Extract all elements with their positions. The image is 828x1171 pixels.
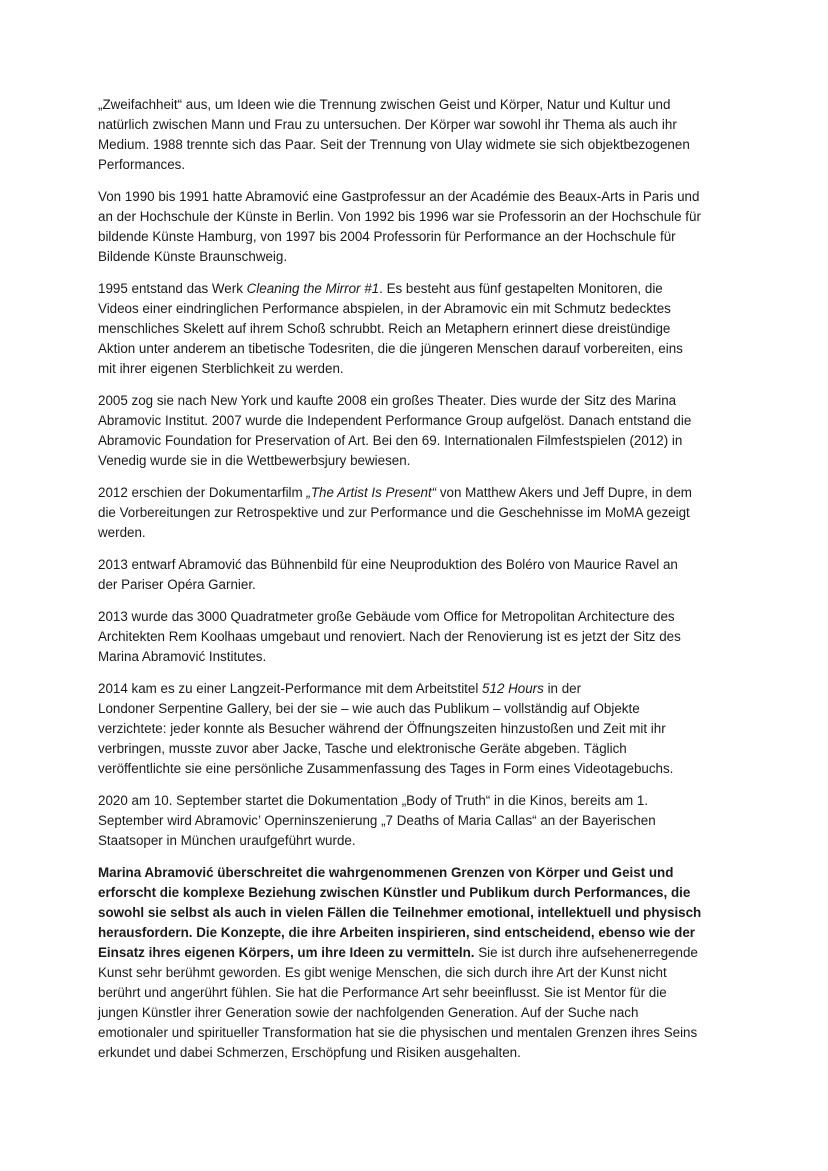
text-line	[98, 483, 733, 503]
text-line: verbringen, musste zuvor aber Jacke, Tasche und elektronische Geräte abgeben. Täglich	[98, 741, 627, 756]
text-line: menschliches Skelett auf ihrem Schoß schrubbt. Reich an Metaphern erinnert diese dreistündige	[98, 321, 671, 336]
text-line: veröffentlichte sie eine persönliche Zusammenfassung des Tages in Form eines Videotagebuchs.	[98, 761, 674, 776]
paragraph-body-of-truth	[98, 791, 733, 851]
text-line: Marina Abramović Institutes.	[98, 649, 267, 664]
paragraph-institute-building	[98, 607, 733, 667]
text-line: Medium. 1988 trennte sich das Paar. Seit der Trennung von Ulay widmete sie sich objektbezogenen	[98, 137, 690, 152]
text-line: September wird Abramovic’ Operninszenierung „7 Deaths of Maria Callas“ an der Bayerischen	[98, 813, 656, 828]
text-line: jungen Künstler ihrer Generation sowie der nachfolgenden Generation. Auf der Suche nach	[98, 1005, 639, 1020]
text-fragment: . Es besteht aus fünf gestapelten Monitoren, die	[379, 281, 663, 296]
text-line: Kunst sehr berühmt geworden. Es gibt wenige Menschen, die sich durch ihre Art der Kunst nicht	[98, 965, 667, 980]
paragraph-cleaning-the-mirror	[98, 279, 733, 379]
text-line: berührt und angerührt fühlen. Sie hat die Performance Art sehr beeinflusst. Sie ist Mentor für die	[98, 985, 667, 1000]
bold-text-line: Marina Abramović überschreitet die wahrgenommenen Grenzen von Körper und Geist und	[98, 865, 674, 880]
paragraph-new-york	[98, 391, 733, 471]
bold-text-line: erforscht die komplexe Beziehung zwischen Künstler und Publikum durch Performances, die	[98, 885, 691, 900]
text-line: die Vorbereitungen zur Retrospektive und zur Performance und die Geschehnisse im MoMA gezeigt	[98, 505, 690, 520]
text-line	[98, 943, 733, 963]
paragraph-documentary	[98, 483, 733, 543]
text-fragment: 1995 entstand das Werk	[98, 281, 247, 296]
paragraph-professorships	[98, 187, 733, 267]
text-line: werden.	[98, 525, 146, 540]
text-line: Staatsoper in München uraufgeführt wurde.	[98, 833, 356, 848]
text-fragment: in der	[543, 681, 582, 696]
text-line: Abramovic Institut. 2007 wurde die Independent Performance Group aufgelöst. Danach entstand die	[98, 413, 692, 428]
text-line: Videos einer eindringlichen Performance abspielen, in der Abramovic ein mit Schmutz bedecktes	[98, 301, 671, 316]
text-line: 2005 zog sie nach New York und kaufte 2008 ein großes Theater. Dies wurde der Sitz des Marina	[98, 393, 677, 408]
paragraph-summary	[98, 863, 733, 1063]
performance-title: 512 Hours	[482, 681, 544, 696]
bold-text-fragment: Einsatz ihres eigenen Körpers, um ihre Ideen zu vermitteln.	[98, 945, 475, 960]
text-line: bildende Künste Hamburg, von 1997 bis 2004 Professorin für Performance an der Hochschule für	[98, 229, 676, 244]
text-line: der Pariser Opéra Garnier.	[98, 577, 256, 592]
bold-text-line: sowohl sie selbst als auch in vielen Fällen die Teilnehmer emotional, intellektuell und physisch	[98, 905, 702, 920]
text-line: 2013 wurde das 3000 Quadratmeter große Gebäude vom Office for Metropolitan Architecture des	[98, 609, 675, 624]
text-line: natürlich zwischen Mann und Frau zu untersuchen. Der Körper war sowohl ihr Thema als auch ihr	[98, 117, 677, 132]
text-line	[98, 279, 733, 299]
text-line: Abramovic Foundation for Preservation of Art. Bei den 69. Internationalen Filmfestspielen (2012) in	[98, 433, 683, 448]
film-title: „The Artist Is Present“	[306, 485, 437, 500]
text-line: Bildende Künste Braunschweig.	[98, 249, 288, 264]
text-fragment: Sie ist durch ihre aufsehenerregende	[474, 945, 698, 960]
text-line: mit ihrer eigenen Sterblichkeit zu werden.	[98, 361, 344, 376]
bold-text-line: herausfordern. Die Konzepte, die ihre Arbeiten inspirieren, sind entscheidend, ebenso wie der	[98, 925, 696, 940]
text-line: Von 1990 bis 1991 hatte Abramović eine Gastprofessur an der Académie des Beaux-Arts in Paris und	[98, 189, 700, 204]
text-line: verzichtete: jeder konnte als Besucher während der Öffnungszeiten hinzustoßen und Zeit mit ihr	[98, 721, 666, 736]
text-line: erkundet und dabei Schmerzen, Erschöpfung und Risiken ausgehalten.	[98, 1045, 521, 1060]
text-line: Londoner Serpentine Gallery, bei der sie – wie auch das Publikum – vollständig auf Objekte	[98, 701, 640, 716]
text-fragment: 2014 kam es zu einer Langzeit-Performance mit dem Arbeitstitel	[98, 681, 483, 696]
text-line	[98, 679, 733, 699]
text-line: Architekten Rem Koolhaas umgebaut und renoviert. Nach der Renovierung ist es jetzt der Sitz des	[98, 629, 681, 644]
text-line: emotionaler und spiritueller Transformation hat sie die physischen und mentalen Grenzen ihres Seins	[98, 1025, 698, 1040]
text-line: Performances.	[98, 157, 186, 172]
text-line: an der Hochschule der Künste in Berlin. Von 1992 bis 1996 war sie Professorin an der Hochschule für	[98, 209, 701, 224]
paragraph-zweifachheit	[98, 95, 733, 175]
artwork-title: Cleaning the Mirror #1	[246, 281, 380, 296]
paragraph-512-hours	[98, 679, 733, 779]
text-line: Venedig wurde sie in die Wettbewerbsjury bewiesen.	[98, 453, 411, 468]
text-fragment: 2012 erschien der Dokumentarfilm	[98, 485, 307, 500]
text-line: „Zweifachheit“ aus, um Ideen wie die Trennung zwischen Geist und Körper, Natur und Kultur und	[98, 97, 671, 112]
text-line: 2020 am 10. September startet die Dokumentation „Body of Truth“ in die Kinos, bereits am 1.	[98, 793, 649, 808]
text-line: 2013 entwarf Abramović das Bühnenbild für eine Neuproduktion des Boléro von Maurice Ravel an	[98, 557, 678, 572]
text-fragment: von Matthew Akers und Jeff Dupre, in dem	[436, 485, 692, 500]
text-line: Aktion unter anderem an tibetische Todesriten, die die jüngeren Menschen darauf vorbereiten, eins	[98, 341, 683, 356]
paragraph-bolero	[98, 555, 733, 595]
